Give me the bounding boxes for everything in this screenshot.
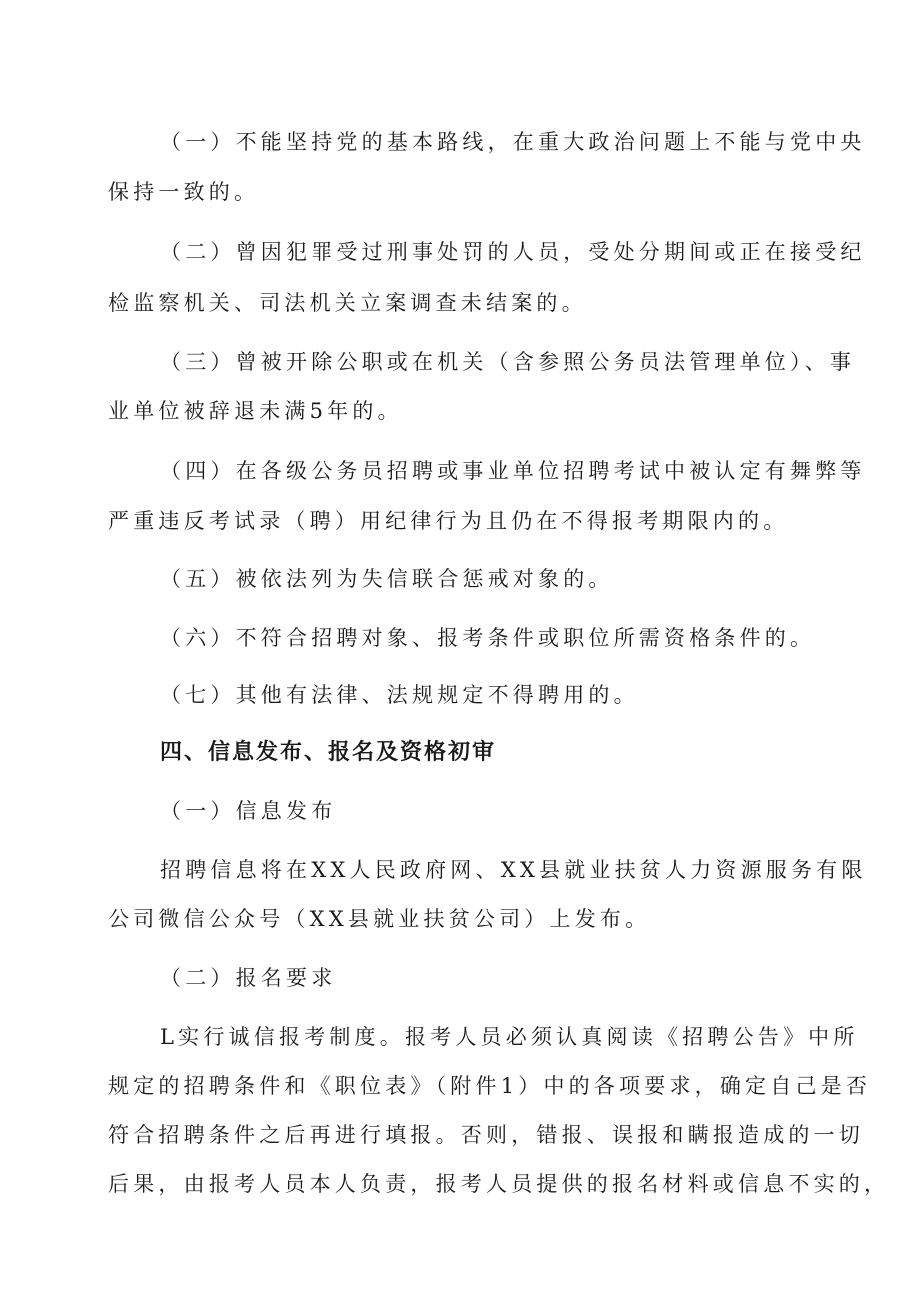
item-2-line-2: 检监察机关、司法机关立案调查未结案的。 bbox=[108, 291, 587, 315]
subsection-2-title: （二）报名要求 bbox=[160, 966, 337, 990]
subsection-1-body-line-1: 招聘信息将在XX人民政府网、XX县就业扶贫人力资源服务有限 bbox=[160, 858, 867, 882]
item-7-line-1: （七）其他有法律、法规规定不得聘用的。 bbox=[160, 683, 639, 707]
subsection-1-body-line-2: 公司微信公众号（XX县就业扶贫公司）上发布。 bbox=[108, 907, 651, 931]
item-4-line-2: 严重违反考试录（聘）用纪律行为且仍在不得报考期限内的。 bbox=[108, 509, 789, 533]
item-3-line-2: 业单位被辞退未满5年的。 bbox=[108, 399, 403, 423]
subsection-2-body-line-2: 规定的招聘条件和《职位表》（附件1）中的各项要求，确定自己是否 bbox=[108, 1074, 872, 1098]
item-2-line-1: （二）曾因犯罪受过刑事处罚的人员，受处分期间或正在接受纪 bbox=[160, 240, 866, 264]
item-3-line-1: （三）曾被开除公职或在机关（含参照公务员法管理单位）、事 bbox=[160, 350, 856, 374]
subsection-2-body-line-3: 符合招聘条件之后再进行填报。否则，错报、误报和瞒报造成的一切 bbox=[108, 1123, 864, 1147]
item-4-line-1: （四）在各级公务员招聘或事业单位招聘考试中被认定有舞弊等 bbox=[160, 459, 866, 483]
subsection-2-body-line-1: L实行诚信报考制度。报考人员必须认真阅读《招聘公告》中所 bbox=[160, 1025, 859, 1049]
section-heading: 四、信息发布、报名及资格初审 bbox=[160, 740, 497, 765]
item-5-line-1: （五）被依法列为失信联合惩戒对象的。 bbox=[160, 567, 614, 591]
item-6-line-1: （六）不符合招聘对象、报考条件或职位所需资格条件的。 bbox=[160, 626, 816, 650]
subsection-1-title: （一）信息发布 bbox=[160, 799, 337, 823]
item-1-line-2: 保持一致的。 bbox=[108, 180, 260, 204]
item-1-line-1: （一）不能坚持党的基本路线，在重大政治问题上不能与党中央 bbox=[160, 130, 866, 154]
subsection-2-body-line-4: 后果，由报考人员本人负责，报考人员提供的报名材料或信息不实的， bbox=[108, 1172, 890, 1196]
